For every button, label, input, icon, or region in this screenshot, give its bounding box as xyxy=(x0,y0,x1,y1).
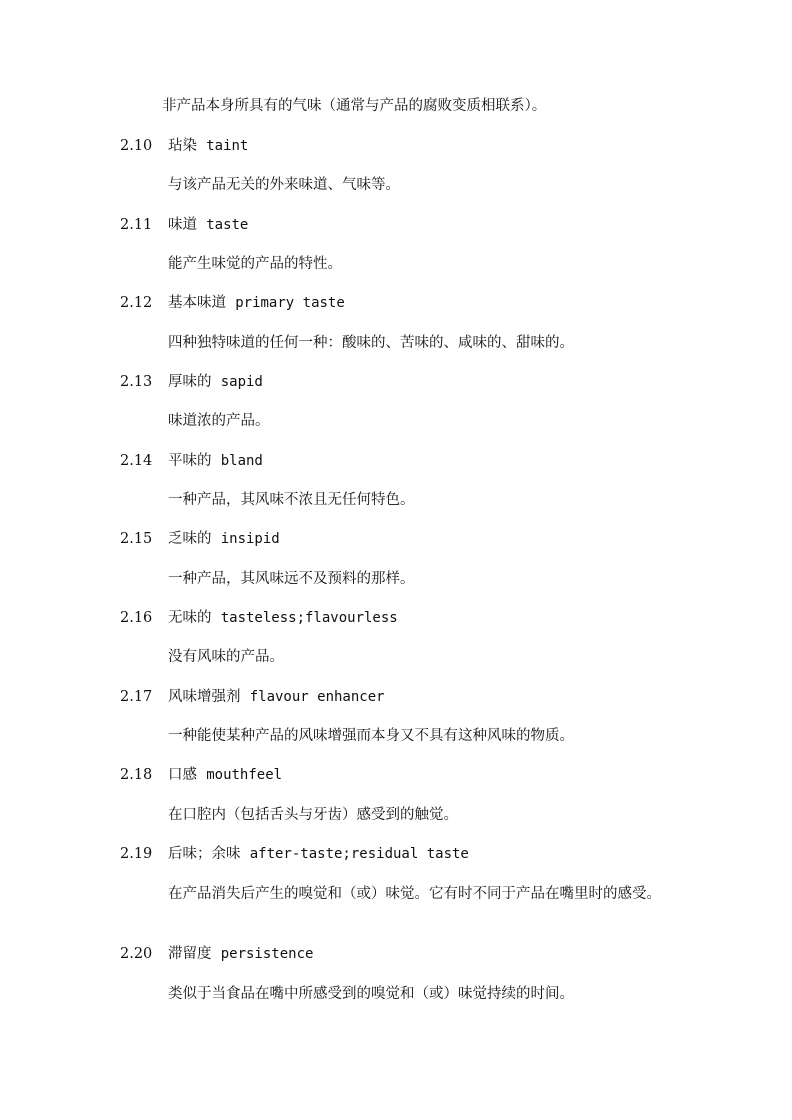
term-chinese: 基本味道 xyxy=(168,295,226,311)
term-heading xyxy=(120,216,248,234)
term-definition: 类似于当食品在嘴中所感受到的嗅觉和（或）味觉持续的时间。 xyxy=(168,986,574,1002)
term-number: 2.18 xyxy=(120,767,153,783)
term-number: 2.10 xyxy=(120,138,153,154)
term-number: 2.13 xyxy=(120,374,153,390)
term-definition: 四种独特味道的任何一种：酸味的、苦味的、咸味的、甜味的。 xyxy=(168,335,574,351)
term-definition: 在口腔内（包括舌头与牙齿）感受到的触觉。 xyxy=(168,807,458,823)
term-heading xyxy=(120,452,263,470)
term-heading xyxy=(120,845,469,863)
term-number: 2.20 xyxy=(120,946,153,962)
term-number: 2.14 xyxy=(120,453,153,469)
term-chinese: 口感 xyxy=(168,767,197,783)
term-heading xyxy=(120,609,398,627)
term-definition: 味道浓的产品。 xyxy=(168,413,270,429)
term-heading xyxy=(120,530,280,548)
term-number: 2.15 xyxy=(120,531,153,547)
term-definition: 没有风味的产品。 xyxy=(168,649,284,665)
term-english: insipid xyxy=(220,531,280,547)
term-number: 2.11 xyxy=(120,217,153,233)
term-chinese: 滞留度 xyxy=(168,946,212,962)
term-heading xyxy=(120,766,282,784)
term-number: 2.17 xyxy=(120,689,153,705)
term-english: tasteless;flavourless xyxy=(220,610,398,626)
term-chinese: 乏味的 xyxy=(168,531,212,547)
term-chinese: 厚味的 xyxy=(168,374,212,390)
term-number: 2.16 xyxy=(120,610,153,626)
term-chinese: 后味；余味 xyxy=(168,846,241,862)
term-chinese: 风味增强剂 xyxy=(168,689,241,705)
term-heading xyxy=(120,137,248,155)
term-english: taste xyxy=(206,217,249,233)
term-number: 2.12 xyxy=(120,295,153,311)
term-definition: 一种能使某种产品的风味增强而本身又不具有这种风味的物质。 xyxy=(168,728,574,744)
term-english: persistence xyxy=(220,946,314,962)
term-english: primary taste xyxy=(235,295,345,311)
intro-definition: 非产品本身所具有的气味（通常与产品的腐败变质相联系）。 xyxy=(162,98,547,114)
term-chinese: 无味的 xyxy=(168,610,212,626)
term-english: bland xyxy=(220,453,263,469)
term-english: taint xyxy=(206,138,249,154)
term-definition: 一种产品，其风味远不及预料的那样。 xyxy=(168,571,415,587)
term-english: flavour enhancer xyxy=(249,689,385,705)
term-definition: 能产生味觉的产品的特性。 xyxy=(168,256,342,272)
term-chinese: 平味的 xyxy=(168,453,212,469)
term-english: sapid xyxy=(220,374,263,390)
term-heading xyxy=(120,294,345,312)
term-heading xyxy=(120,945,313,963)
term-heading xyxy=(120,688,385,706)
term-english: after-taste;residual taste xyxy=(249,846,469,862)
term-definition: 与该产品无关的外来味道、气味等。 xyxy=(168,177,400,193)
term-english: mouthfeel xyxy=(206,767,283,783)
term-chinese: 味道 xyxy=(168,217,197,233)
term-definition: 一种产品，其风味不浓且无任何特色。 xyxy=(168,492,415,508)
term-definition: 在产品消失后产生的嗅觉和（或）味觉。它有时不同于产品在嘴里时的感受。 xyxy=(168,886,661,902)
term-heading xyxy=(120,373,263,391)
term-chinese: 玷染 xyxy=(168,138,197,154)
term-number: 2.19 xyxy=(120,846,153,862)
